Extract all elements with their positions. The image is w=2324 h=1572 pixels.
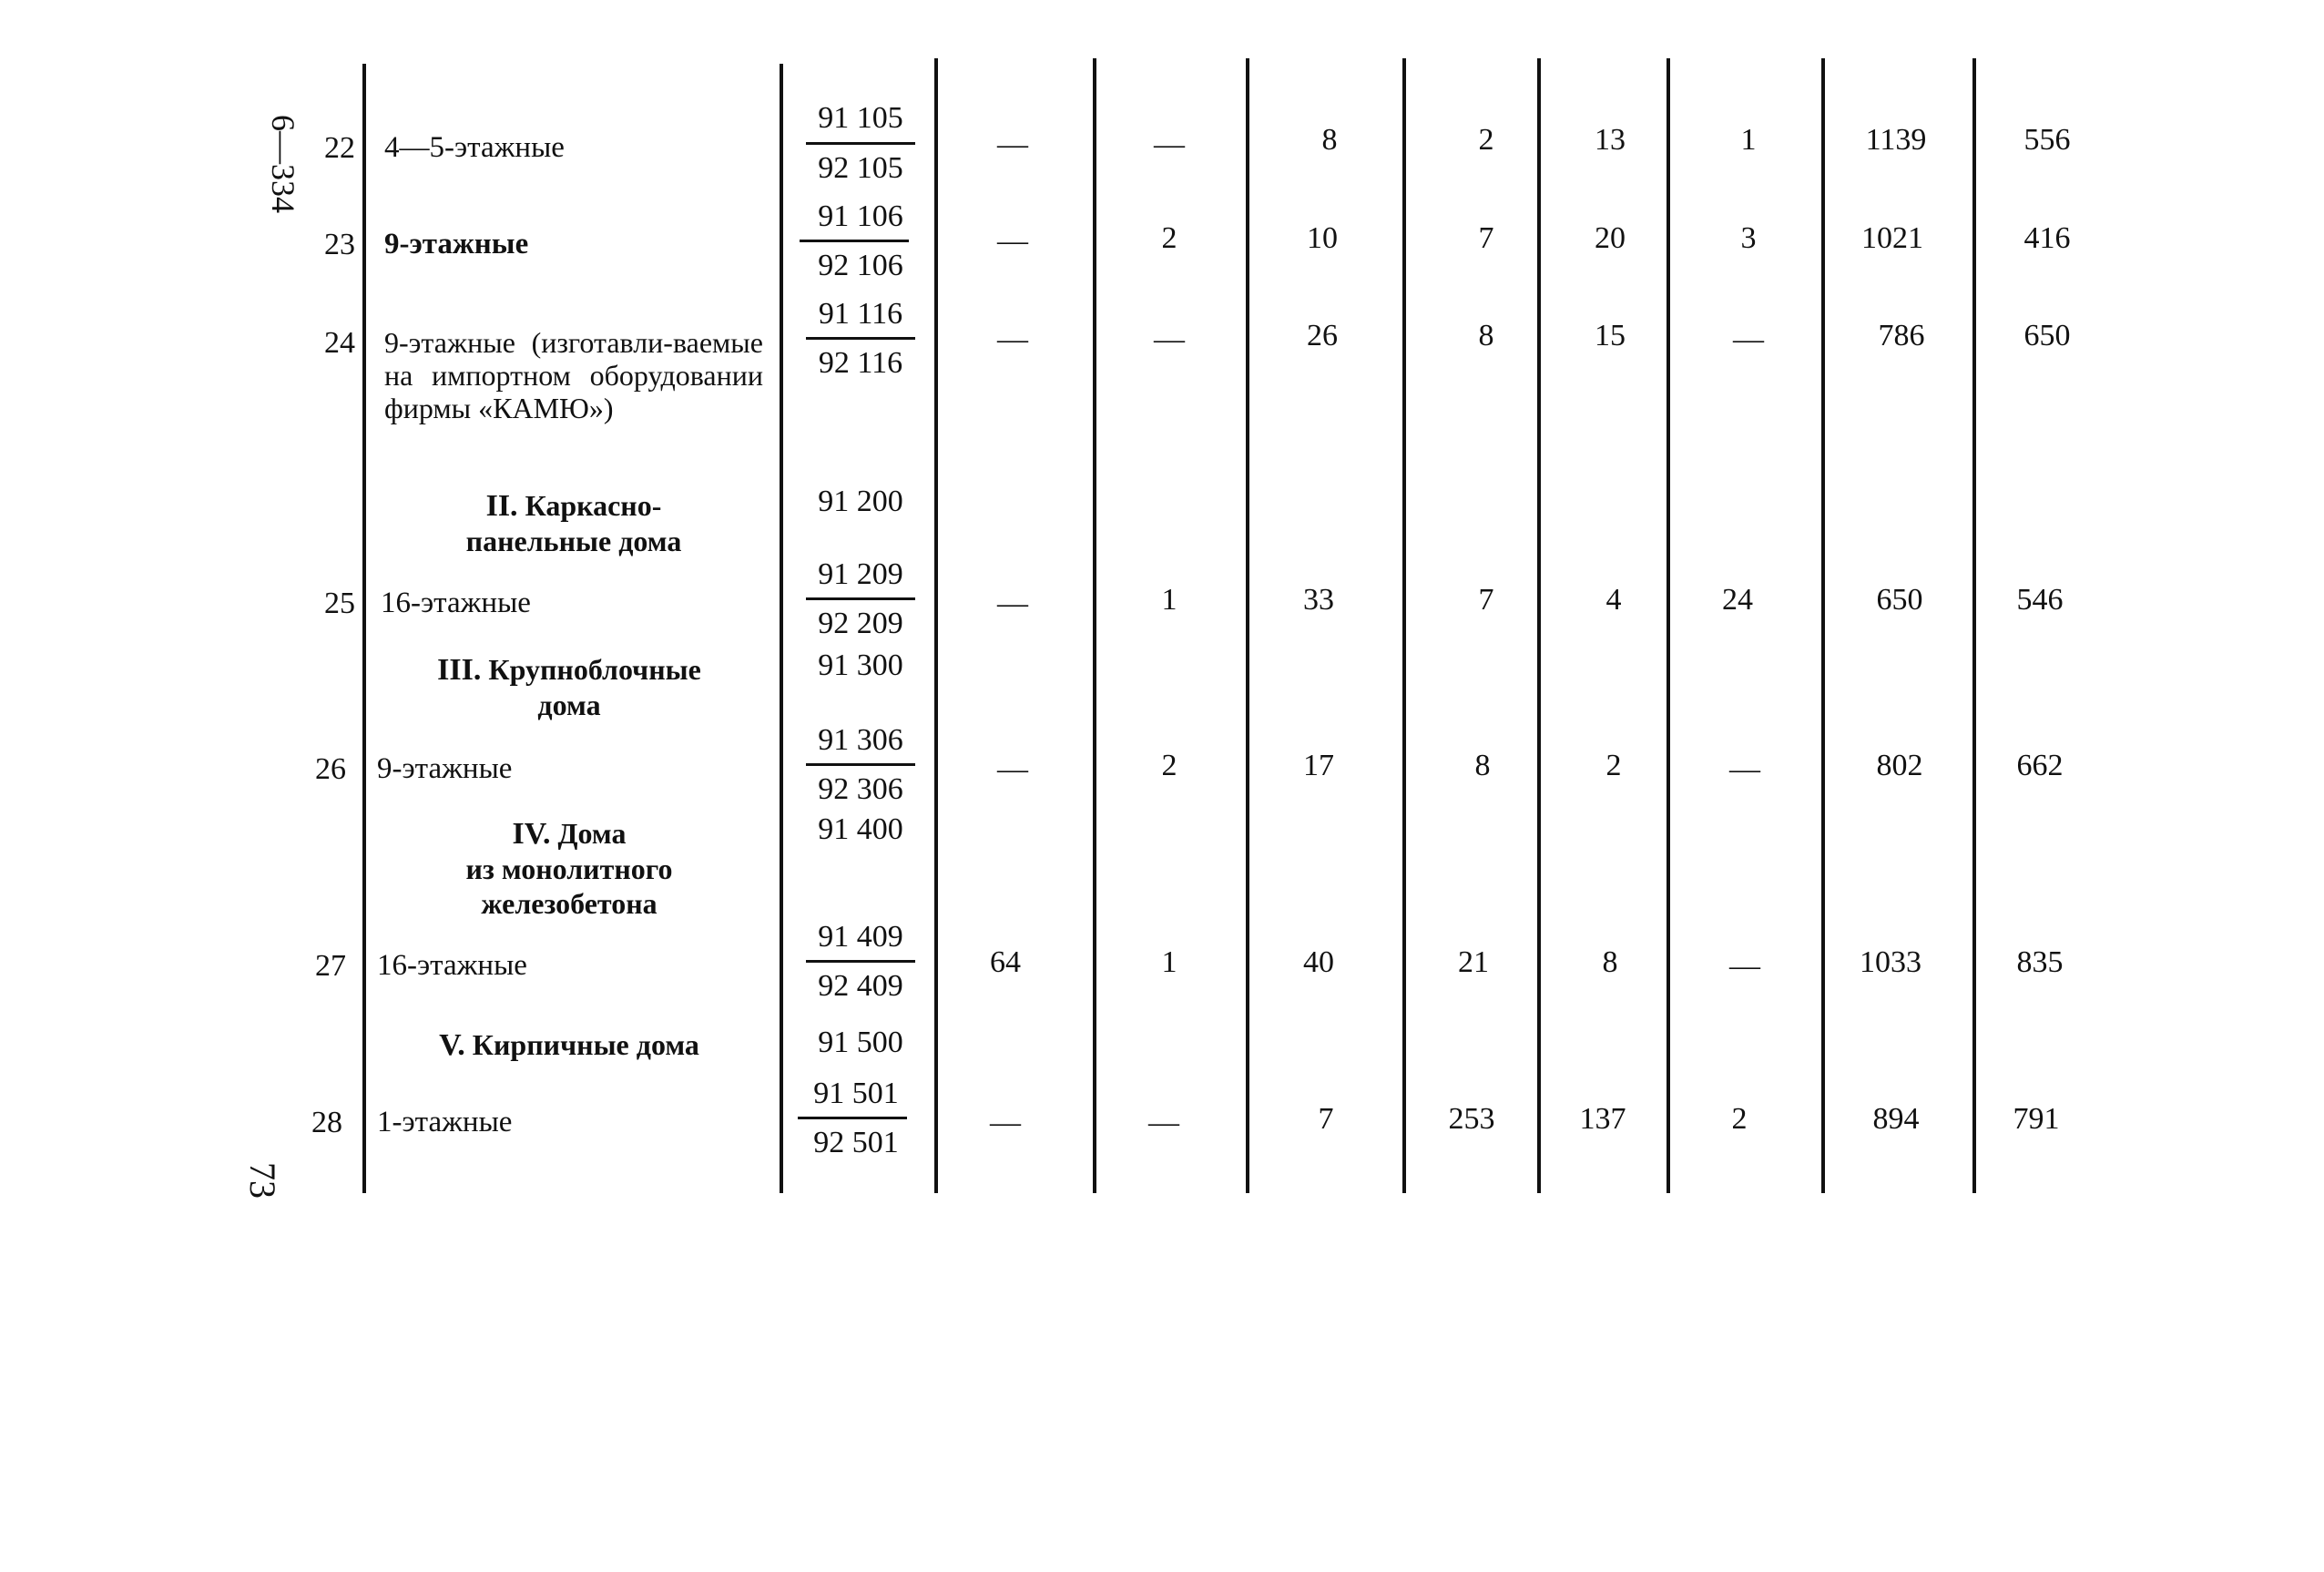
section-code: 91 200 xyxy=(818,485,903,518)
value-cell: 2 xyxy=(1161,221,1177,255)
value-cell: 1021 xyxy=(1861,221,1923,255)
value-cell: 556 xyxy=(2023,123,2071,157)
value-cell: — xyxy=(1154,128,1185,161)
row-name: 9-этажные xyxy=(384,228,529,260)
value-cell: — xyxy=(997,752,1028,786)
value-cell: 7 xyxy=(1478,583,1494,617)
section-numeral: II. xyxy=(485,489,518,523)
value-cell: 40 xyxy=(1303,945,1334,979)
section-heading xyxy=(392,1027,747,1063)
value-cell: 1 xyxy=(1161,945,1177,979)
value-cell: — xyxy=(997,322,1028,356)
value-cell: 786 xyxy=(1878,319,1925,352)
value-cell: 802 xyxy=(1876,749,1923,782)
value-cell: 662 xyxy=(2016,749,2064,782)
fraction-bar xyxy=(806,142,915,145)
code-bottom: 92 105 xyxy=(818,151,903,185)
row-number: 26 xyxy=(315,752,346,786)
fraction-bar xyxy=(806,597,915,600)
value-cell: 1139 xyxy=(1865,123,1927,157)
rule-col2 xyxy=(1093,58,1096,1193)
row-number: 25 xyxy=(324,587,355,620)
value-cell: 3 xyxy=(1740,221,1757,255)
code-top: 91 306 xyxy=(818,723,903,757)
section-title-line: Кирпичные дома xyxy=(472,1028,699,1061)
fraction-bar xyxy=(806,763,915,766)
sheet-reference: 6—334 xyxy=(265,115,301,213)
row-name: 4—5-этажные xyxy=(384,131,565,164)
row-name: 9-этажные xyxy=(377,752,513,785)
value-cell: — xyxy=(1154,322,1185,356)
value-cell: 2 xyxy=(1731,1102,1748,1136)
value-cell: 7 xyxy=(1318,1102,1334,1136)
value-cell: 1 xyxy=(1161,583,1177,617)
value-cell: — xyxy=(1729,752,1760,786)
section-title-line: Каркасно- xyxy=(525,489,662,522)
code-bottom: 92 209 xyxy=(818,607,903,640)
value-cell: — xyxy=(997,587,1028,620)
value-cell: 17 xyxy=(1303,749,1334,782)
rule-col6 xyxy=(1667,58,1670,1193)
section-numeral: V. xyxy=(439,1028,465,1062)
section-title-line: Крупноблочные xyxy=(488,653,701,686)
value-cell: — xyxy=(1733,322,1764,356)
fraction-bar xyxy=(800,240,909,242)
rule-col1 xyxy=(934,58,938,1193)
value-cell: — xyxy=(997,128,1028,161)
code-top: 91 409 xyxy=(818,920,903,954)
row-number: 22 xyxy=(324,131,355,165)
value-cell: 2 xyxy=(1161,749,1177,782)
code-bottom: 92 106 xyxy=(818,249,903,282)
value-cell: 8 xyxy=(1478,319,1494,352)
section-title-line: дома xyxy=(537,689,601,721)
value-cell: — xyxy=(990,1106,1021,1139)
value-cell: — xyxy=(1148,1106,1179,1139)
row-name: 1-этажные xyxy=(377,1106,513,1138)
value-cell: 1 xyxy=(1740,123,1757,157)
section-numeral: III. xyxy=(437,653,482,687)
rule-left xyxy=(362,64,366,1193)
value-cell: 650 xyxy=(2023,319,2071,352)
row-name: 16-этажные xyxy=(377,949,527,982)
value-cell: 64 xyxy=(990,945,1021,979)
value-cell: 24 xyxy=(1722,583,1753,617)
section-code: 91 400 xyxy=(818,812,903,846)
rule-col4 xyxy=(1402,58,1406,1193)
value-cell: 791 xyxy=(2013,1102,2060,1136)
section-title-line: железобетона xyxy=(481,887,657,920)
code-bottom: 92 501 xyxy=(813,1126,899,1159)
value-cell: 15 xyxy=(1595,319,1626,352)
value-cell: 10 xyxy=(1307,221,1338,255)
value-cell: — xyxy=(997,224,1028,258)
value-cell: 26 xyxy=(1307,319,1338,352)
code-top: 91 116 xyxy=(818,297,903,331)
value-cell: 2 xyxy=(1478,123,1494,157)
rule-col7 xyxy=(1821,58,1825,1193)
section-heading xyxy=(401,652,738,722)
section-title-line: панельные дома xyxy=(465,525,682,557)
section-title-line: Дома xyxy=(557,817,627,850)
value-cell: 7 xyxy=(1478,221,1494,255)
fraction-bar xyxy=(806,337,915,340)
code-bottom: 92 116 xyxy=(818,346,903,380)
fraction-bar xyxy=(798,1117,907,1119)
section-code: 91 300 xyxy=(818,648,903,682)
code-top: 91 209 xyxy=(818,557,903,591)
section-numeral: IV. xyxy=(512,817,551,851)
code-top: 91 105 xyxy=(818,101,903,135)
value-cell: 1033 xyxy=(1860,945,1921,979)
row-number: 28 xyxy=(311,1106,342,1139)
value-cell: 33 xyxy=(1303,583,1334,617)
fraction-bar xyxy=(806,960,915,963)
row-name: 9-этажные (изготавли-ваемые на импортном оборудовании фирмы «КАМЮ») xyxy=(384,326,763,424)
row-number: 24 xyxy=(324,326,355,360)
rule-col3 xyxy=(1246,58,1249,1193)
value-cell: 4 xyxy=(1605,583,1622,617)
code-bottom: 92 306 xyxy=(818,772,903,806)
value-cell: 137 xyxy=(1579,1102,1626,1136)
value-cell: 20 xyxy=(1595,221,1626,255)
value-cell: 8 xyxy=(1474,749,1491,782)
code-top: 91 106 xyxy=(818,199,903,233)
rule-name-code xyxy=(780,64,783,1193)
code-bottom: 92 409 xyxy=(818,969,903,1003)
value-cell: 416 xyxy=(2023,221,2071,255)
value-cell: 546 xyxy=(2016,583,2064,617)
rule-col8 xyxy=(1972,58,1976,1193)
value-cell: 253 xyxy=(1448,1102,1495,1136)
page-number: 73 xyxy=(242,1162,283,1199)
section-code: 91 500 xyxy=(818,1026,903,1059)
value-cell: 650 xyxy=(1876,583,1923,617)
value-cell: 13 xyxy=(1595,123,1626,157)
value-cell: 894 xyxy=(1872,1102,1920,1136)
value-cell: 8 xyxy=(1602,945,1618,979)
row-number: 27 xyxy=(315,949,346,983)
section-heading xyxy=(401,816,738,921)
value-cell: — xyxy=(1729,949,1760,983)
value-cell: 835 xyxy=(2016,945,2064,979)
row-name: 16-этажные xyxy=(381,587,531,619)
value-cell: 2 xyxy=(1605,749,1622,782)
section-title-line: из монолитного xyxy=(465,852,673,885)
row-number: 23 xyxy=(324,228,355,261)
section-heading xyxy=(401,488,747,558)
value-cell: 8 xyxy=(1321,123,1338,157)
value-cell: 21 xyxy=(1458,945,1489,979)
code-top: 91 501 xyxy=(813,1077,899,1110)
